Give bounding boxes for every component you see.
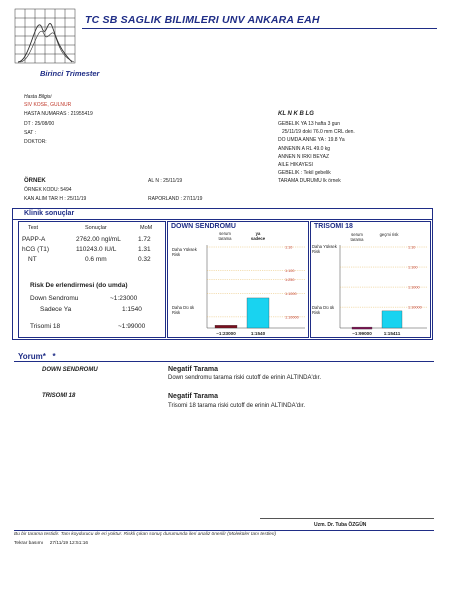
- scale-label: 1:10000: [285, 315, 299, 320]
- row-nt-value: 0.6 mm: [85, 256, 107, 263]
- t18-low-risk-label: Daha Dü ük Risk: [312, 305, 335, 315]
- results-title: Klinik sonuçlar: [24, 210, 75, 217]
- scale-label: 1:1000: [408, 285, 420, 290]
- scale-label: 1:10000: [408, 305, 422, 310]
- patient-file-no: HASTA NUMARAS : 21955419: [24, 111, 93, 117]
- risk-down-label: Down Sendromu: [30, 295, 79, 302]
- clinical-line: GEBELIK YA 13 hafta 3 gun: [278, 121, 341, 127]
- print-timestamp: Tekrar basımı 27/11/19 12:51:16: [14, 541, 89, 546]
- risk-bar: [382, 311, 402, 328]
- clinical-line: 25/11/19 doki 76.0 mm CRL den.: [282, 129, 355, 136]
- t18-risk-chart: [310, 240, 429, 336]
- scale-label: 1:250: [285, 278, 295, 283]
- comments-title: Yorum* *: [18, 352, 56, 361]
- patient-name: SIV KOSE, GULNUR: [24, 102, 72, 108]
- risk-age-value: 1:1540: [122, 306, 142, 313]
- bar-value-label: 1:1540: [250, 331, 266, 336]
- risk-title: Risk De erlendirmesi (do umda): [30, 282, 128, 289]
- lab-logo-icon: [14, 8, 76, 64]
- clinical-line: ANNENIN A RL 49.0 kg: [278, 145, 331, 152]
- clinical-line: DO UMDA ANNE YA : 19.8 Ya: [278, 137, 345, 144]
- row-papp-a-mom: 1.72: [138, 236, 151, 243]
- clinical-line: GEBELIK : Tekil gebelik: [278, 170, 331, 177]
- patient-section-label: Hasta Bilgisi: [24, 94, 52, 100]
- risk-down-value: ~1:23000: [110, 295, 138, 302]
- down-risk-chart: [167, 240, 307, 336]
- report-date: RAPORLAND : 27/11/19: [148, 196, 203, 202]
- down-chart-title: DOWN SENDROMU: [171, 223, 236, 230]
- clinical-info-list: [278, 121, 355, 184]
- patient-dob: DT : 25/08/00: [24, 121, 55, 127]
- disclaimer-text: Bu bir tarama testidir. Tanı koydurucu de eri yoktur. Riskli çıkan sonuç durumunda ileri analiz önerilir (Moleküler tanı testleri): [14, 532, 277, 537]
- comment-down-text: Down sendromu tarama riski cutoff de erinin ALTINDA'dır.: [168, 375, 321, 381]
- t18-col-label-prior: geçmi risk: [379, 232, 399, 237]
- row-hcg-value: 110243.0 IU/L: [76, 246, 117, 253]
- clinical-line: TARAMA DURUMU lk örnek: [278, 178, 341, 185]
- sample-code: ÖRNEK KODU: 5494: [24, 187, 72, 193]
- row-hcg-mom: 1.31: [138, 246, 151, 253]
- row-papp-a-value: 2762.00 ngl/mL: [76, 236, 121, 243]
- patient-doctor: DOKTOR:: [24, 139, 47, 145]
- scale-label: 1:10: [285, 245, 293, 250]
- t18-high-risk-label: Daha Yüksek Risk: [312, 244, 337, 254]
- signature-name: Uzm. Dr. Tuba ÖZGÜN: [314, 522, 367, 528]
- t18-col-label-serum: serum tarama: [350, 232, 364, 242]
- down-low-risk-label: Daha Dü ük Risk: [172, 305, 195, 315]
- clinical-line: ANNEN N IRKI BEYAZ: [278, 153, 330, 160]
- sample-title: ÖRNEK: [24, 178, 46, 184]
- bar-value-label: ~1:23000: [216, 331, 236, 336]
- comment-t18-result: Negatif Tarama: [168, 393, 219, 400]
- risk-t18-value: ~1:99000: [118, 323, 146, 330]
- sample-received: AL N : 25/11/19: [148, 178, 183, 184]
- down-col-label-age: ya sadece: [250, 231, 266, 241]
- risk-age-label: Sadece Ya: [40, 306, 72, 313]
- risk-bar: [247, 298, 269, 328]
- col-header-value: Sonuçlar: [85, 225, 107, 231]
- patient-sat: SAT :: [24, 130, 37, 136]
- scale-label: 1:1000: [285, 292, 297, 297]
- clinical-line: AILE HIKAYESI: [278, 161, 313, 168]
- clinical-info-title: KL N K B LG: [278, 111, 314, 117]
- t18-chart-title: TRISOMI 18: [314, 223, 353, 230]
- sample-draw-date: KAN ALIM TAR H : 25/11/19: [24, 196, 87, 202]
- bar-value-label: ~1:99000: [352, 331, 372, 336]
- bar-value-label: 1:15411: [383, 331, 401, 336]
- comment-t18-label: TRISOMI 18: [42, 393, 76, 399]
- row-nt-mom: 0.32: [138, 256, 151, 263]
- comment-t18-text: Trisomi 18 tarama riski cutoff de erinin ALTINDA'dır.: [168, 403, 306, 409]
- risk-bar: [215, 325, 237, 328]
- lab-title: TC SB SAGLIK BILIMLERI UNV ANKARA EAH: [85, 14, 320, 26]
- down-high-risk-label: Daha Yüksek Risk: [172, 247, 197, 257]
- down-col-label-serum: serum tarama: [218, 231, 232, 241]
- col-header-mom: MoM: [140, 225, 153, 231]
- row-papp-a-test: PAPP-A: [22, 236, 46, 243]
- trimester-title: Birinci Trimester: [40, 69, 100, 78]
- row-hcg-test: hCG (T1): [22, 246, 50, 253]
- scale-label: 1:10: [408, 245, 416, 250]
- risk-t18-label: Trisomi 18: [30, 323, 61, 330]
- col-header-test: Test: [28, 225, 39, 231]
- scale-label: 1:100: [408, 265, 418, 270]
- scale-label: 1:100: [285, 268, 295, 273]
- row-nt-test: NT: [28, 256, 37, 263]
- comment-down-result: Negatif Tarama: [168, 366, 219, 373]
- comment-down-label: DOWN SENDROMU: [42, 367, 98, 373]
- risk-bar: [352, 327, 372, 329]
